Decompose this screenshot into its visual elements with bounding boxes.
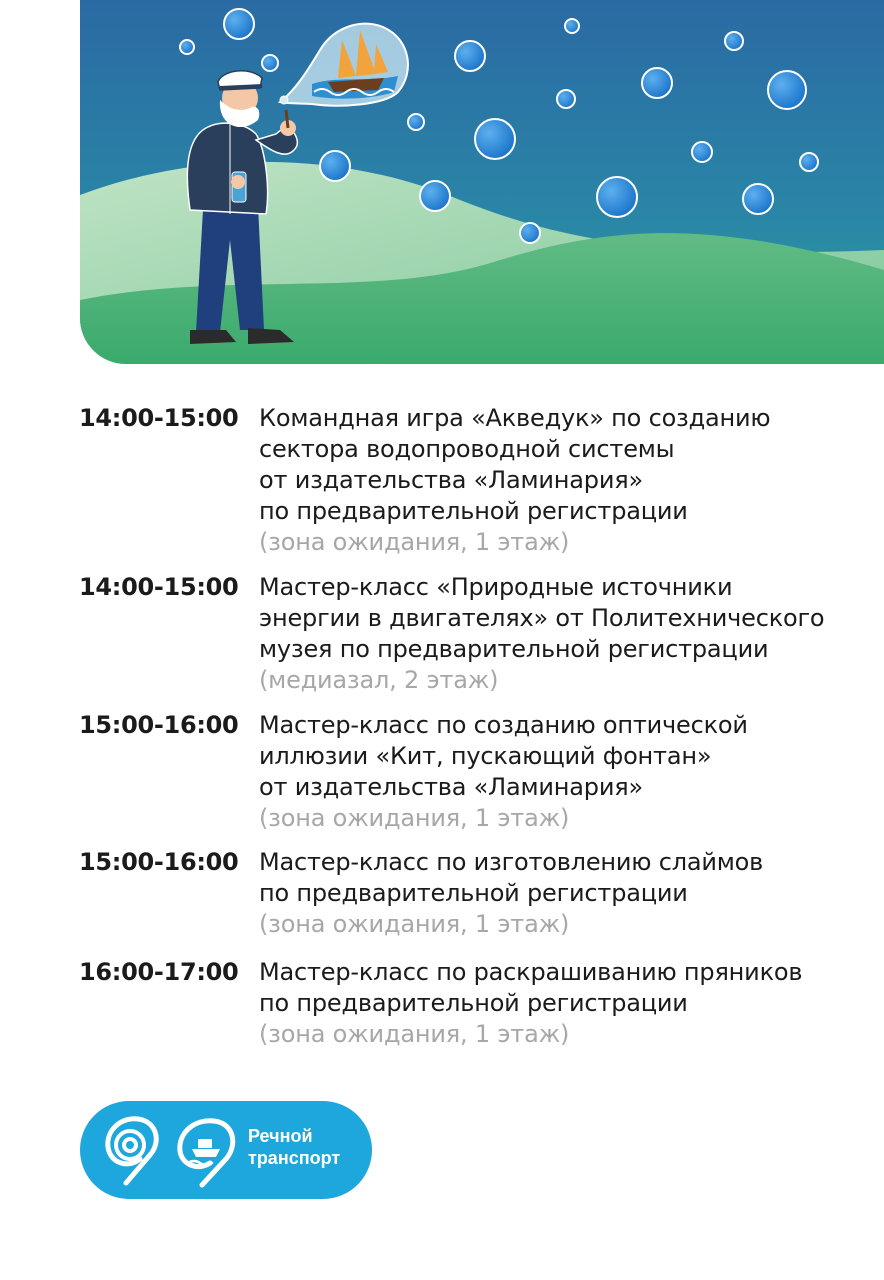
event-text-line: Командная игра «Акведук» по созданию — [259, 404, 771, 432]
schedule-item — [79, 710, 869, 847]
event-text-line: музея по предварительной регистрации — [259, 635, 769, 663]
event-text-line: от издательства «Ламинария» — [259, 466, 643, 494]
event-description — [259, 957, 802, 1050]
event-description — [259, 710, 748, 834]
event-text-line: Мастер-класс по изготовлению слаймов — [259, 848, 764, 876]
event-location: (зона ожидания, 1 этаж) — [259, 528, 570, 556]
event-text-line: Мастер-класс по раскрашиванию пряников — [259, 958, 803, 986]
event-description — [259, 847, 763, 940]
event-description — [259, 403, 770, 558]
event-time: 14:00-15:00 — [79, 573, 239, 601]
event-text-line: энергии в двигателях» от Политехнического — [259, 604, 825, 632]
schedule-item — [79, 403, 869, 572]
event-time: 15:00-16:00 — [79, 711, 239, 739]
event-time: 16:00-17:00 — [79, 958, 239, 986]
logo-text — [248, 1125, 340, 1169]
event-text-line: Мастер-класс по созданию оптической — [259, 711, 748, 739]
event-description — [259, 572, 824, 696]
event-time: 15:00-16:00 — [79, 848, 239, 876]
event-text-line: от издательства «Ламинария» — [259, 773, 643, 801]
event-text-line: Мастер-класс «Природные источники — [259, 573, 733, 601]
hero-scene — [80, 0, 884, 364]
hero-illustration — [80, 0, 884, 364]
event-location: (зона ожидания, 1 этаж) — [259, 1020, 570, 1048]
event-location: (медиазал, 2 этаж) — [259, 666, 499, 694]
schedule-item — [79, 957, 869, 1050]
event-text-line: по предварительной регистрации — [259, 497, 688, 525]
event-text-line: по предварительной регистрации — [259, 879, 688, 907]
event-location: (зона ожидания, 1 этаж) — [259, 910, 570, 938]
schedule-item — [79, 572, 869, 710]
event-schedule — [79, 403, 869, 1050]
logo-line-2: транспорт — [248, 1148, 341, 1168]
event-text-line: сектора водопроводной системы — [259, 435, 675, 463]
event-text-line: иллюзии «Кит, пускающий фонтан» — [259, 742, 712, 770]
river-transport-logo — [80, 1101, 372, 1199]
event-location: (зона ожидания, 1 этаж) — [259, 804, 570, 832]
logo-line-1: Речной — [248, 1126, 313, 1146]
moscow-9-logo-icon — [108, 1119, 156, 1183]
schedule-item — [79, 847, 869, 957]
boat-9-logo-icon — [180, 1121, 233, 1185]
event-text-line: по предварительной регистрации — [259, 989, 688, 1017]
event-time: 14:00-15:00 — [79, 404, 239, 432]
